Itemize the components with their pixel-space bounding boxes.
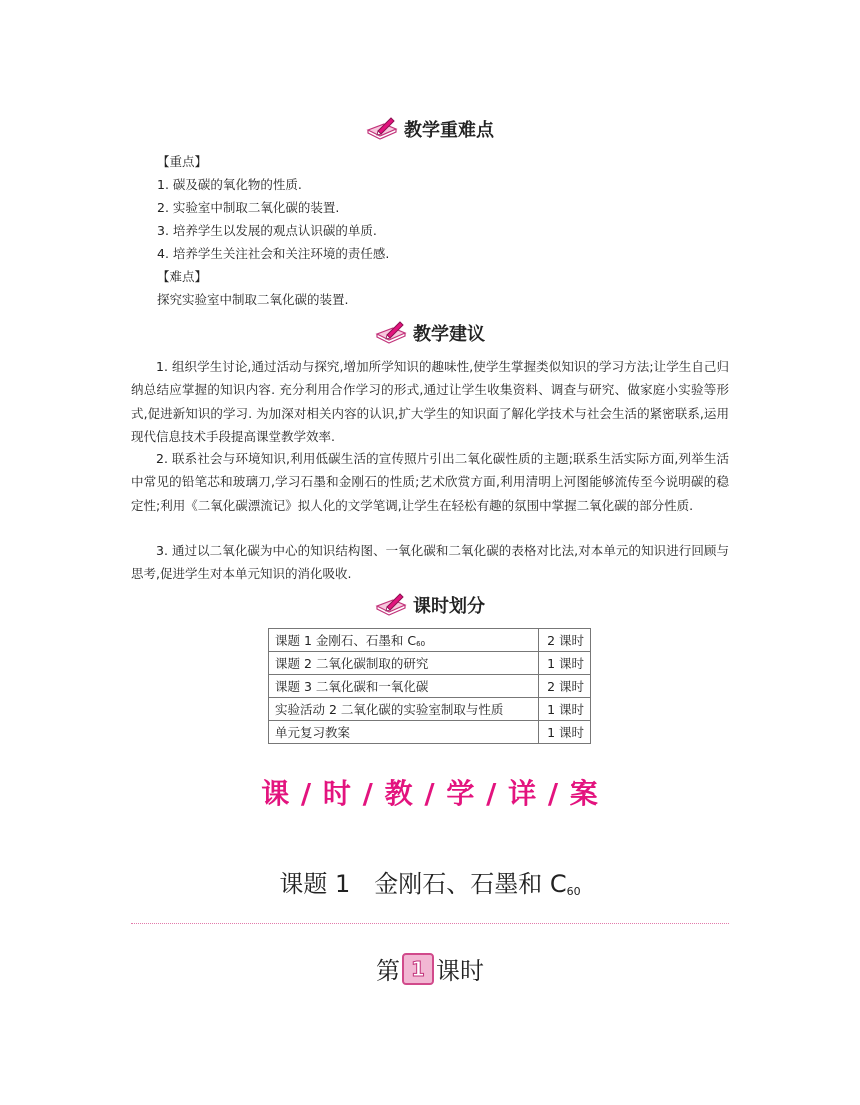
- table-row: [269, 698, 591, 721]
- subscript: 60: [416, 640, 426, 648]
- period-suffix: 课时: [436, 957, 484, 985]
- hours-cell: 2 课时: [539, 629, 591, 652]
- period-number-badge: 1: [402, 953, 434, 985]
- divider: [131, 923, 729, 924]
- table-row: [269, 629, 591, 652]
- lesson-label: 课题 1: [279, 870, 351, 898]
- topic-cell: 课题 2 二氧化碳制取的研究: [269, 652, 539, 675]
- topic-cell: 单元复习教案: [269, 721, 539, 744]
- period-prefix: 第: [376, 957, 400, 985]
- section-heading-schedule: [0, 592, 860, 618]
- hours-cell: 1 课时: [539, 698, 591, 721]
- section-title: 教学建议: [413, 324, 485, 345]
- pencil-book-icon: [366, 116, 398, 142]
- detailed-plan-banner: 课 / 时 / 教 / 学 / 详 / 案: [261, 777, 599, 810]
- key-item: 2. 实验室中制取二氧化碳的装置.: [157, 200, 340, 215]
- topic-cell: 课题 3 二氧化碳和一氧化碳: [269, 675, 539, 698]
- table-row: [269, 675, 591, 698]
- difficult-text: 探究实验室中制取二氧化碳的装置.: [157, 292, 349, 307]
- table-row: [269, 721, 591, 744]
- key-label: 【重点】: [157, 154, 208, 169]
- pencil-book-icon: [375, 592, 407, 618]
- topic-cell: 实验活动 2 二氧化碳的实验室制取与性质: [269, 698, 539, 721]
- section-title: 教学重难点: [404, 120, 494, 141]
- period-heading: [0, 951, 860, 986]
- suggestion-paragraph: 3. 通过以二氧化碳为中心的知识结构图、一氧化碳和二氧化碳的表格对比法,对本单元的知识进行回顾与思考,促进学生对本单元知识的消化吸收.: [131, 543, 729, 582]
- section-heading-suggestions: [0, 320, 860, 346]
- suggestion-paragraph: 2. 联系社会与环境知识,利用低碳生活的宣传照片引出二氧化碳性质的主题;联系生活实际方面,列举生活中常见的铅笔芯和玻璃刀,学习石墨和金刚石的性质;艺术欣赏方面,利用清明上河图能够流传至今说明碳的稳定性;利用《二氧化碳漂流记》拟人化的文学笔调,让学生在轻松有趣的氛围中掌握二氧化碳的部分性质.: [131, 451, 729, 513]
- hours-cell: 1 课时: [539, 652, 591, 675]
- difficult-label: 【难点】: [157, 269, 208, 284]
- table-row: [269, 652, 591, 675]
- topic-cell: [269, 629, 539, 652]
- topic-text: 课题 1 金刚石、石墨和 C: [275, 633, 417, 648]
- schedule-table: [268, 628, 591, 744]
- key-item: 3. 培养学生以发展的观点认识碳的单质.: [157, 223, 377, 238]
- hours-cell: 1 课时: [539, 721, 591, 744]
- key-item: 4. 培养学生关注社会和关注环境的责任感.: [157, 246, 390, 261]
- lesson-name: 金刚石、石墨和 C: [374, 870, 567, 898]
- lesson-subscript: 60: [566, 885, 581, 898]
- suggestion-paragraph: 1. 组织学生讨论,通过活动与探究,增加所学知识的趣味性,使学生掌握类似知识的学习方法;让学生自己归纳总结应掌握的知识内容. 充分利用合作学习的形式,通过让学生收集资料、调查与研究、做家庭小实验等形式,促进新知识的学习. 为加深对相关内容的认识,扩大学生的知识面了解化学技术与社会生活的紧密联系,运用现代信息技术手段提高课堂教学效率.: [131, 359, 729, 444]
- lesson-title: [0, 864, 860, 899]
- pencil-book-icon: [375, 320, 407, 346]
- key-item: 1. 碳及碳的氧化物的性质.: [157, 177, 302, 192]
- section-title: 课时划分: [413, 596, 485, 617]
- hours-cell: 2 课时: [539, 675, 591, 698]
- section-heading-key-difficult: [0, 116, 860, 142]
